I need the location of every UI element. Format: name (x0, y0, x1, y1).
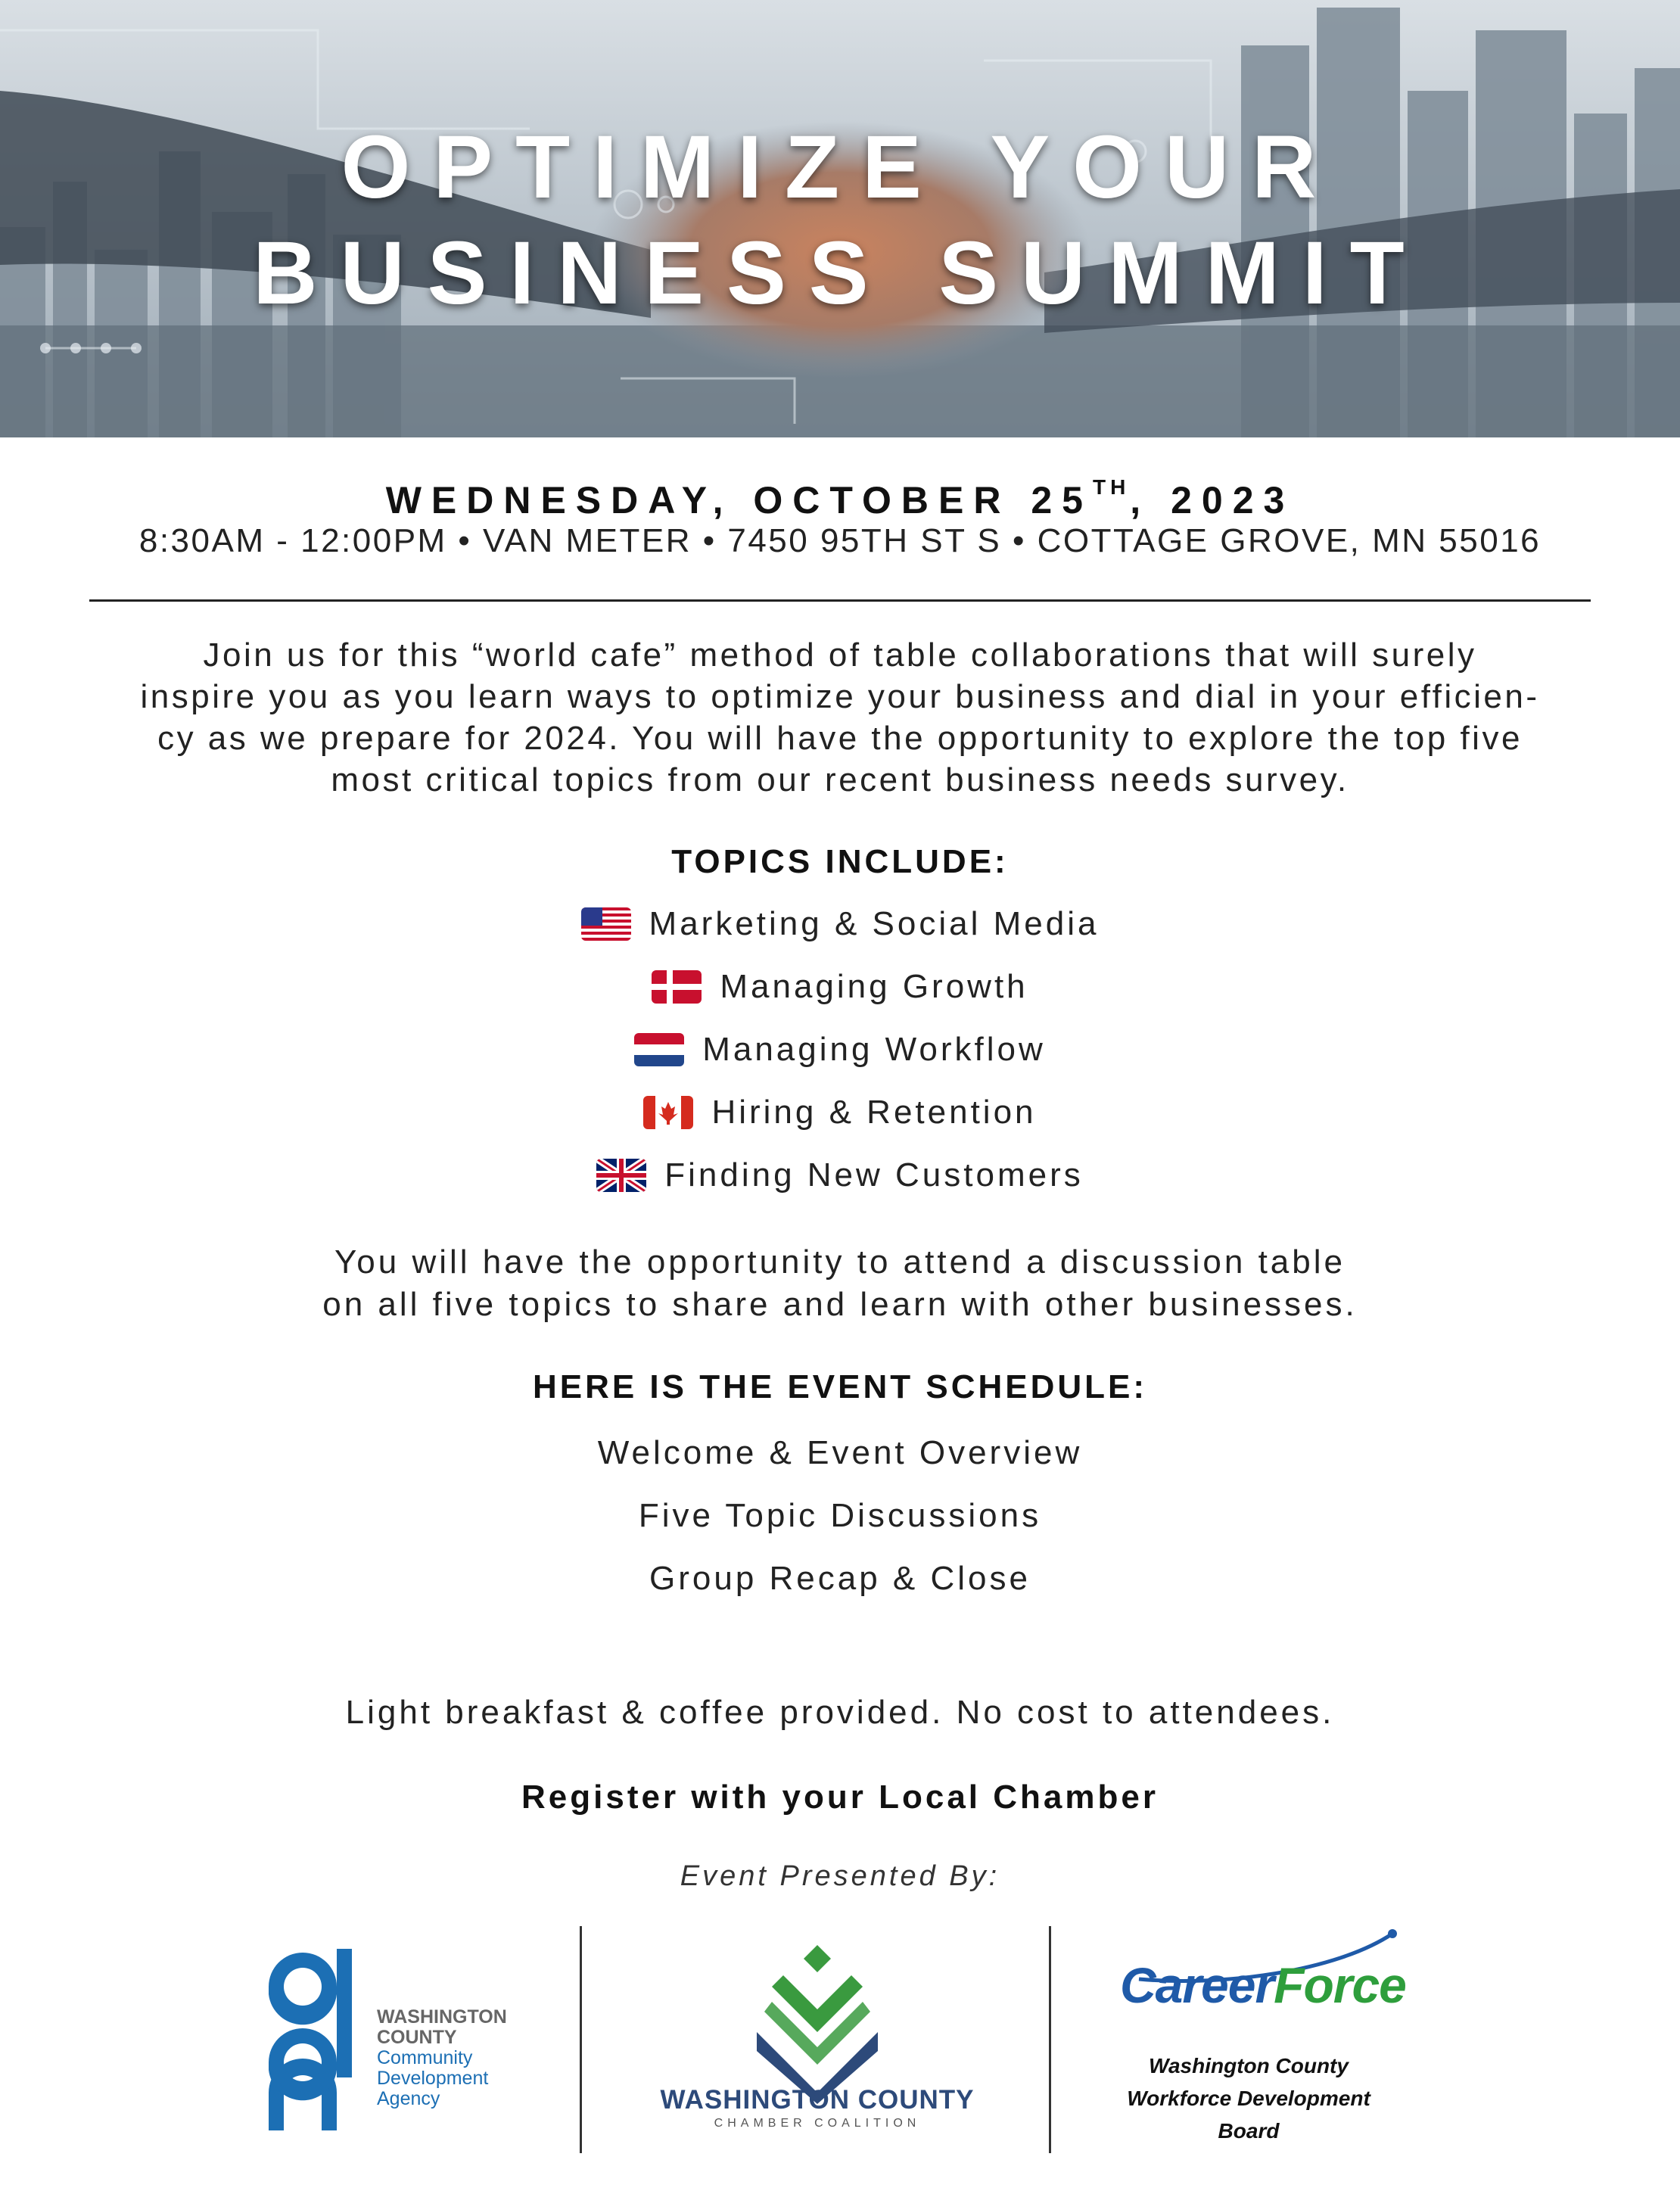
schedule-item: Group Recap & Close (649, 1560, 1031, 1597)
topic-label: Hiring & Retention (711, 1094, 1037, 1131)
topic-item (0, 1031, 1680, 1069)
intro-line: most critical topics from our recent business needs survey. (331, 761, 1349, 798)
careerforce-subtitle: Washington County Workforce Development Board (1127, 2054, 1370, 2143)
us-flag-icon (581, 907, 631, 941)
intro-line: cy as we prepare for 2024. You will have the opportunity to explore the top five (157, 720, 1523, 757)
discussion-paragraph (0, 1241, 1680, 1326)
discussion-line: You will have the opportunity to attend a discussion table (334, 1243, 1346, 1281)
topic-label: Finding New Customers (664, 1156, 1084, 1194)
careerforce-wordmark: CareerForce (1120, 1957, 1406, 2013)
chamber-name: WASHINGTON COUNTY (660, 2085, 975, 2115)
topic-label: Managing Workflow (702, 1031, 1046, 1068)
divider-line (89, 599, 1591, 602)
logo-divider (580, 1926, 582, 2153)
topic-item (0, 905, 1680, 943)
topic-label: Marketing & Social Media (649, 905, 1100, 942)
schedule-item: Welcome & Event Overview (597, 1434, 1083, 1471)
topic-item (0, 1156, 1680, 1194)
denmark-flag-icon (652, 970, 702, 1004)
schedule-heading: HERE IS THE EVENT SCHEDULE: (532, 1368, 1148, 1405)
breakfast-note: Light breakfast & coffee provided. No cost to attendees. (345, 1694, 1335, 1731)
event-date: WEDNESDAY, OCTOBER 25TH, 2023 (385, 475, 1295, 521)
topic-label: Managing Growth (720, 968, 1028, 1005)
topic-item (0, 1094, 1680, 1131)
logo-divider (1049, 1926, 1051, 2153)
uk-flag-icon (596, 1159, 646, 1192)
canada-flag-icon (643, 1096, 693, 1129)
presented-by-label: Event Presented By: (680, 1860, 1000, 1892)
event-details: 8:30AM - 12:00PM • VAN METER • 7450 95TH ST S • COTTAGE GROVE, MN 55016 (138, 522, 1542, 559)
hero-title-line2: BUSINESS SUMMIT (253, 223, 1427, 323)
discussion-line: on all five topics to share and learn with other businesses. (322, 1286, 1358, 1323)
date-suffix: TH (1092, 475, 1131, 499)
cda-wordmark: WASHINGTON COUNTY Community Development Agency (377, 2006, 507, 2109)
hero-banner (0, 0, 1680, 437)
schedule-item: Five Topic Discussions (638, 1497, 1042, 1534)
intro-line: Join us for this “world cafe” method of table collaborations that will surely (203, 636, 1477, 674)
topics-heading: TOPICS INCLUDE: (671, 843, 1009, 880)
netherlands-flag-icon (634, 1033, 684, 1066)
intro-line: inspire you as you learn ways to optimize your business and dial in your efficien- (140, 678, 1540, 715)
handshake-city-image (0, 0, 1680, 437)
register-callout: Register with your Local Chamber (521, 1779, 1159, 1816)
chamber-subtitle: CHAMBER COALITION (714, 2117, 921, 2130)
hero-title-line1: OPTIMIZE YOUR (341, 117, 1339, 217)
intro-paragraph (0, 634, 1680, 801)
topic-item (0, 968, 1680, 1006)
